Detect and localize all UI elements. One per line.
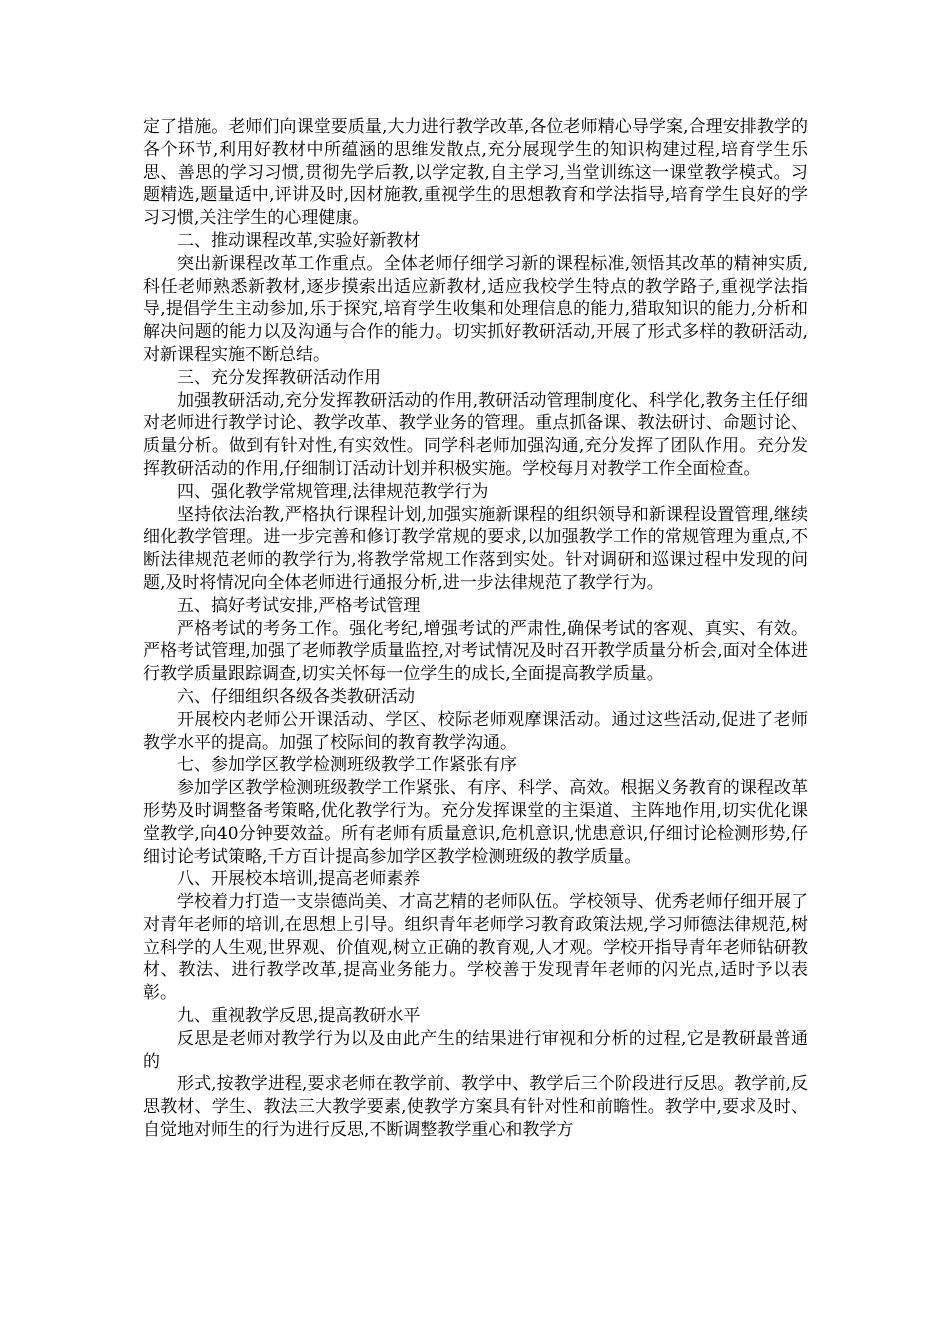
section-heading: 九、重视教学反思,提高教研水平 xyxy=(177,1006,421,1027)
paragraph: 参加学区教学检测班级教学工作紧张、有序、科学、高效。根据义务教育的课程改革形势及时调整备考策略,优化教学行为。充分发挥课堂的主渠道、主阵地作用,切实优化课堂教学,向40分钟要效益。所有老师有质量意识,危机意识,忧患意识,仔细讨论检测形势,仔细讨论考试策略,千方百计提高参加学区教学检测班级的教学质量。 xyxy=(143,778,808,867)
section-heading: 二、推动课程改革,实验好新教材 xyxy=(177,230,421,251)
document-body xyxy=(143,116,808,1142)
section-heading: 四、强化教学常规管理,法律规范教学行为 xyxy=(177,481,489,502)
section-heading: 三、充分发挥教研活动作用 xyxy=(177,367,381,388)
paragraph: 定了措施。老师们向课堂要质量,大力进行教学改革,各位老师精心导学案,合理安排教学的各个环节,利用好教材中所蕴涵的思维发散点,充分展现学生的知识构建过程,培育学生乐思、善思的学习习惯,贯彻先学后教,以学定教,自主学习,当堂训练这一课堂教学模式。习题精选,题量适中,评讲及时,因材施教,重视学生的思想教育和学法指导,培育学生良好的学习习惯,关注学生的心理健康。 xyxy=(143,117,808,229)
paragraph: 坚持依法治教,严格执行课程计划,加强实施新课程的组织领导和新课程设置管理,继续细化教学管理。进一步完善和修订教学常规的要求,以加强教学工作的常规管理为重点,不断法律规范老师的教学行为,将教学常规工作落到实处。针对调研和巡课过程中发现的问题,及时将情况向全体老师进行通报分析,进一步法律规范了教学行为。 xyxy=(143,504,808,593)
paragraph: 突出新课程改革工作重点。全体老师仔细学习新的课程标准,领悟其改革的精神实质,科任老师熟悉新教材,逐步摸索出适应新教材,适应我校学生特点的教学路子,重视学法指导,提倡学生主动参加,乐于探究,培育学生收集和处理信息的能力,猎取知识的能力,分析和解决问题的能力以及沟通与合作的能力。切实抓好教研活动,开展了形式多样的教研活动,对新课程实施不断总结。 xyxy=(143,253,808,365)
paragraph: 形式,按教学进程,要求老师在教学前、教学中、教学后三个阶段进行反思。教学前,反思教材、学生、教法三大教学要素,使教学方案具有针对性和前瞻性。教学中,要求及时、自觉地对师生的行为进行反思,不断调整教学重心和教学方 xyxy=(143,1074,808,1141)
section-heading: 八、开展校本培训,提高老师素养 xyxy=(177,869,421,890)
paragraph: 开展校内老师公开课活动、学区、校际老师观摩课活动。通过这些活动,促进了老师教学水平的提高。加强了校际间的教育教学沟通。 xyxy=(143,709,808,753)
paragraph: 学校着力打造一支崇德尚美、才高艺精的老师队伍。学校领导、优秀老师仔细开展了对青年老师的培训,在思想上引导。组织青年老师学习教育政策法规,学习师德法律规范,树立科学的人生观,世界观、价值观,树立正确的教育观,人才观。学校开指导青年老师钻研教材、教法、进行教学改革,提高业务能力。学校善于发现青年老师的闪光点,适时予以表彰。 xyxy=(143,892,808,1004)
section-heading: 六、仔细组织各级各类教研活动 xyxy=(177,686,415,707)
paragraph: 反思是老师对教学行为以及由此产生的结果进行审视和分析的过程,它是教研最普通的 xyxy=(143,1028,808,1072)
paragraph: 加强教研活动,充分发挥教研活动的作用,教研活动管理制度化、科学化,教务主任仔细对老师进行教学讨论、教学改革、教学业务的管理。重点抓备课、教法研讨、命题讨论、质量分析。做到有针对性,有实效性。同学科老师加强沟通,充分发挥了团队作用。充分发挥教研活动的作用,仔细制订活动计划并积极实施。学校每月对教学工作全面检查。 xyxy=(143,390,808,479)
section-heading: 五、搞好考试安排,严格考试管理 xyxy=(177,595,421,616)
paragraph: 严格考试的考务工作。强化考纪,增强考试的严肃性,确保考试的客观、真实、有效。严格考试管理,加强了老师教学质量监控,对考试情况及时召开教学质量分析会,面对全体进行教学质量跟踪调查,切实关怀每一位学生的成长,全面提高教学质量。 xyxy=(143,618,808,685)
section-heading: 七、参加学区教学检测班级教学工作紧张有序 xyxy=(177,755,517,776)
